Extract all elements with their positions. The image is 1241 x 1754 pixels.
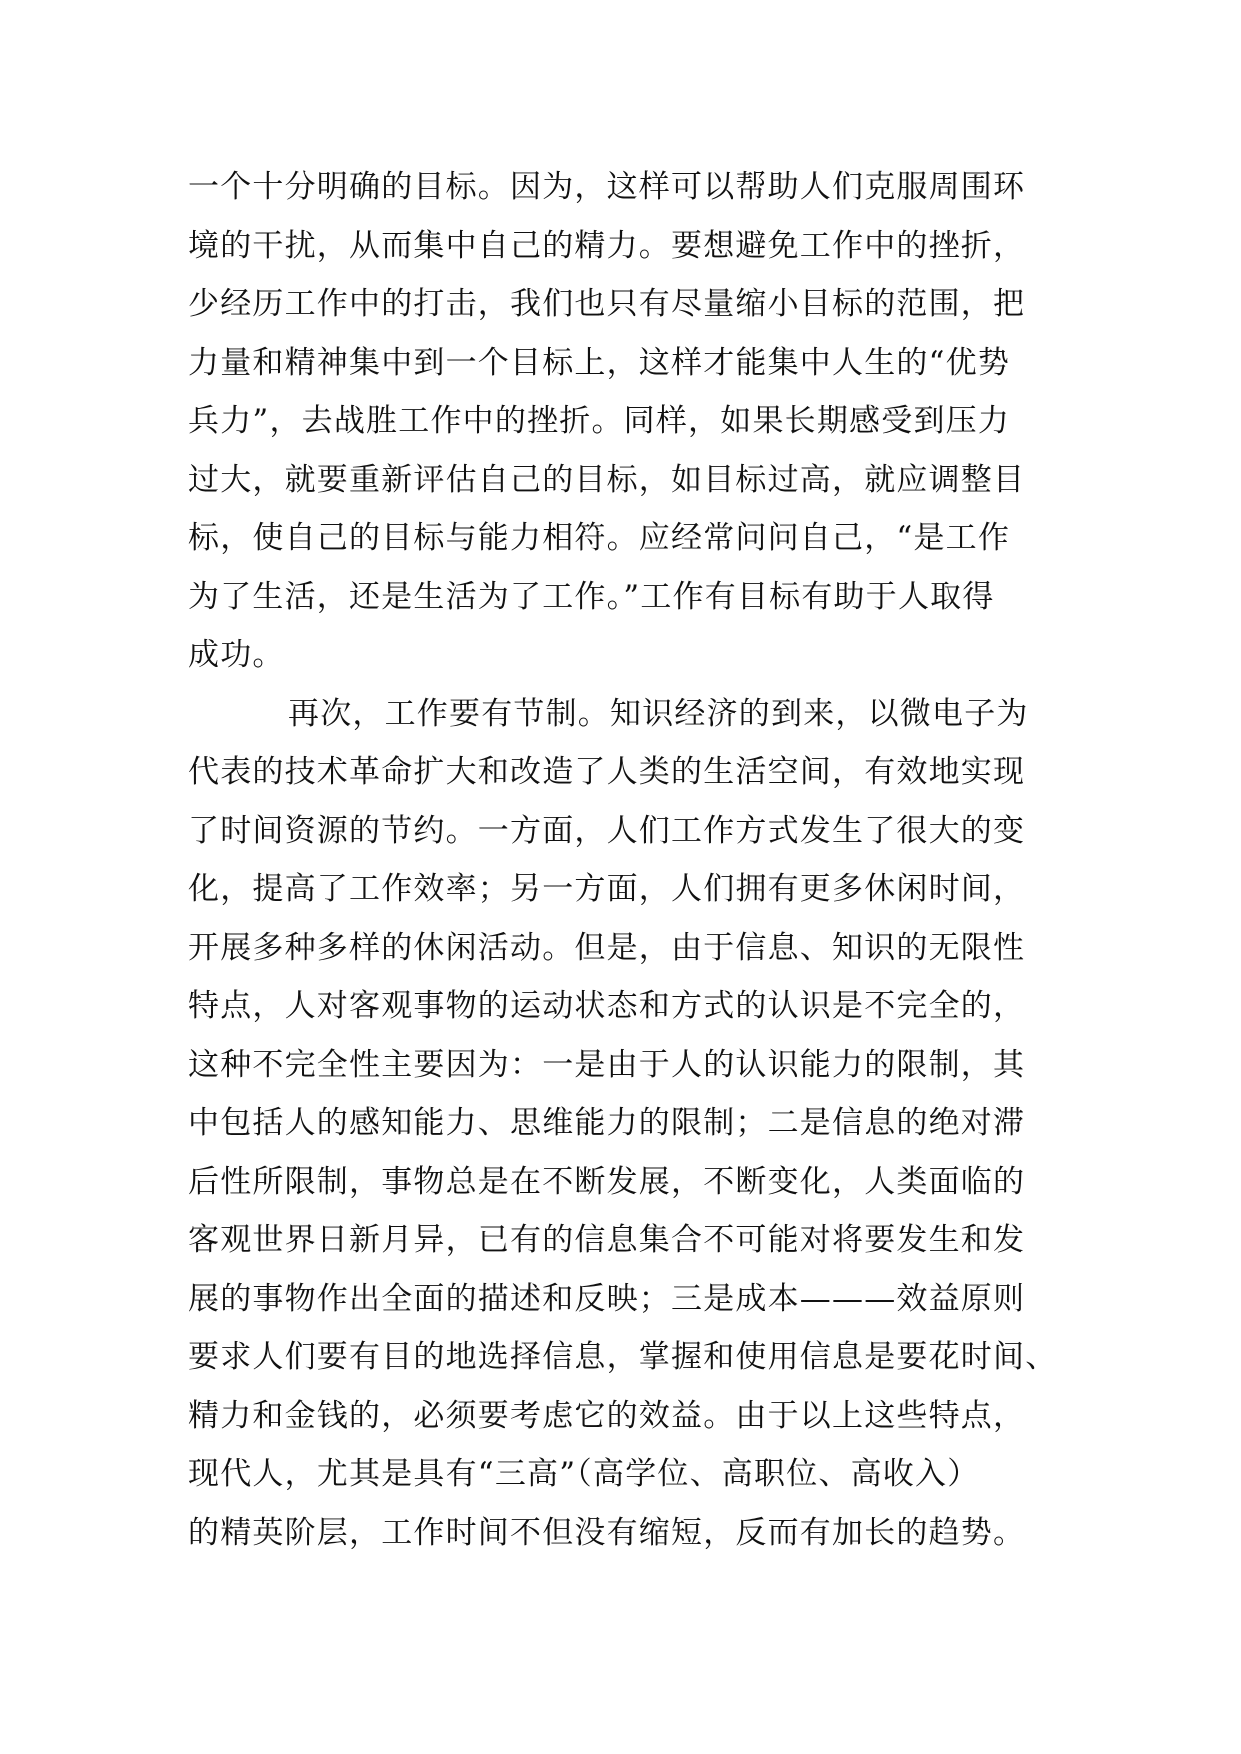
text-line: 现代人，尤其是具有“三高”（高学位、高职位、高收入） [188,1456,980,1492]
text-line: 化，提高了工作效率；另一方面，人们拥有更多休闲时间， [188,871,1026,907]
text-line: 开展多种多样的休闲活动。但是，由于信息、知识的无限性 [188,929,1026,966]
text-line: 后性所限制，事物总是在不断发展，不断变化，人类面临的 [188,1163,1026,1200]
text-line: 要求人们要有目的地选择信息，掌握和使用信息是要花时间、 [188,1339,1058,1375]
text-line: 再次，工作要有节制。知识经济的到来，以微电子为 [288,695,1029,732]
text-line: 力量和精神集中到一个目标上，这样才能集中人生的“优势 [188,344,1011,381]
text-line: 中包括人的感知能力、思维能力的限制；二是信息的绝对滞 [188,1105,1026,1141]
text-line: 展的事物作出全面的描述和反映；三是成本———效益原则 [188,1280,1026,1317]
paragraph-1 [188,158,1058,685]
paragraph-2 [188,685,1058,1563]
text-line: 成功。 [188,637,285,673]
text-line: 了时间资源的节约。一方面，人们工作方式发生了很大的变 [188,812,1026,849]
text-line: 精力和金钱的，必须要考虑它的效益。由于以上这些特点， [188,1397,1026,1434]
text-line: 的精英阶层，工作时间不但没有缩短，反而有加长的趋势。 [188,1514,1026,1551]
text-line: 少经历工作中的打击，我们也只有尽量缩小目标的范围，把 [188,286,1026,322]
text-line: 境的干扰，从而集中自己的精力。要想避免工作中的挫折， [188,227,1026,264]
document-page [188,158,1058,1562]
text-line: 标，使自己的目标与能力相符。应经常问问自己，“是工作 [188,520,1011,556]
text-line: 为了生活，还是生活为了工作。”工作有目标有助于人取得 [188,578,995,615]
text-line: 兵力”，去战胜工作中的挫折。同样，如果长期感受到压力 [188,403,1011,439]
text-line: 客观世界日新月异，已有的信息集合不可能对将要发生和发 [188,1222,1026,1258]
text-line: 特点，人对客观事物的运动状态和方式的认识是不完全的， [188,988,1026,1024]
text-line: 这种不完全性主要因为：一是由于人的认识能力的限制，其 [188,1046,1026,1083]
text-line: 过大，就要重新评估自己的目标，如目标过高，就应调整目 [188,461,1026,498]
text-line: 代表的技术革命扩大和改造了人类的生活空间，有效地实现 [188,754,1026,790]
text-line: 一个十分明确的目标。因为，这样可以帮助人们克服周围环 [188,169,1026,205]
